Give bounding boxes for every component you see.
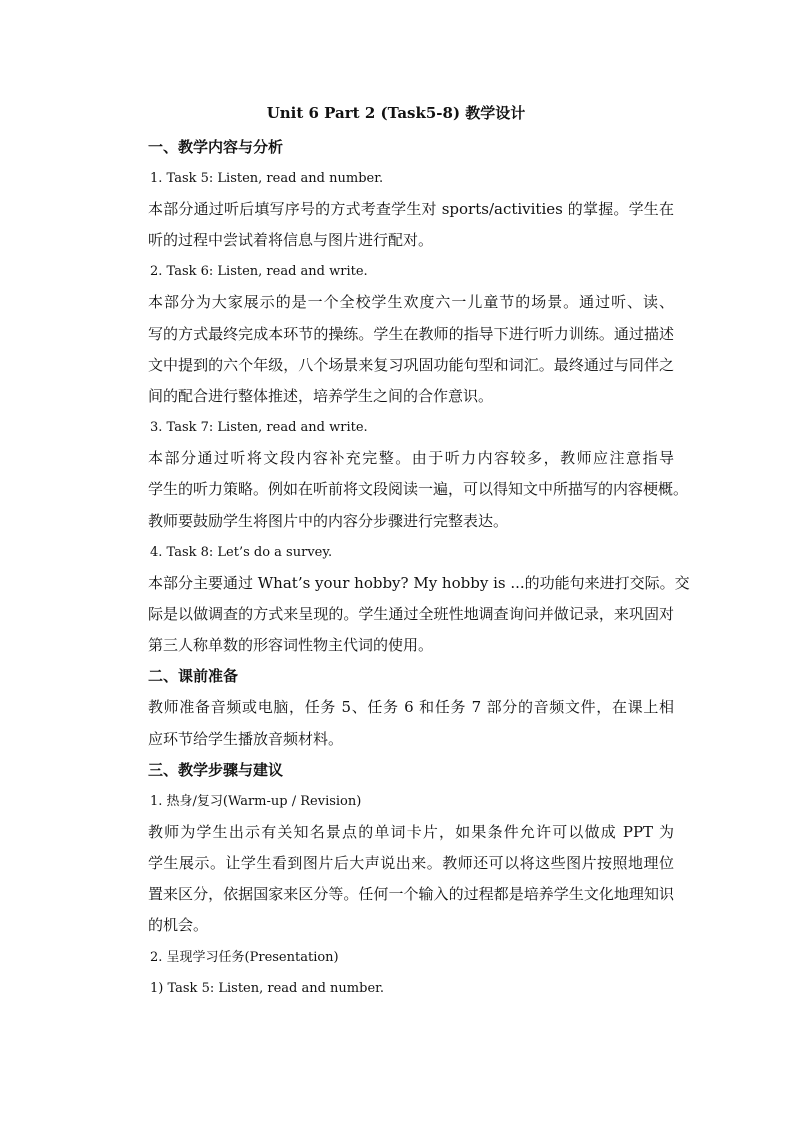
section-heading: 一、教学内容与分析 [148,138,284,156]
paragraph-line: 本部分主要通过 What’s your hobby? My hobby is ...的功能句来进打交际。交 [148,573,690,592]
paragraph-line: 际是以做调查的方式来呈现的。学生通过全班性地调查询问并做记录，来巩固对 [148,605,674,624]
paragraph-line: 本部分通过听将文段内容补充完整。由于听力内容较多，教师应注意指导 [148,449,674,468]
paragraph [118,443,689,537]
subsection-title: 1) Task 5: Listen, read and number. [150,980,385,996]
paragraph-line: 本部分为大家展示的是一个全校学生欢度六一儿童节的场景。通过听、读、 [148,293,674,312]
subsection-title: 3. Task 7: Listen, read and write. [150,420,368,436]
paragraph [118,692,674,754]
subsection-title: 1. Task 5: Listen, read and number. [150,171,384,186]
paragraph-line: 写的方式最终完成本环节的操练。学生在教师的指导下进行听力训练。通过描述 [148,324,674,343]
subsection-title: 2. 呈现学习任务(Presentation) [150,949,339,965]
section-heading: 二、课前准备 [148,667,239,686]
paragraph-line: 间的配合进行整体推述，培养学生之间的合作意识。 [148,387,494,406]
subsection-title: 2. Task 6: Listen, read and write. [150,264,368,280]
paragraph-line: 的机会。 [148,916,209,935]
paragraph-line: 应环节给学生播放音频材料。 [148,729,344,748]
subsection-title: 4. Task 8: Let’s do a survey. [150,544,333,560]
paragraph-line: 文中提到的六个年级，八个场景来复习巩固功能句型和词汇。最终通过与同伴之 [148,355,674,374]
paragraph-line: 学生的听力策略。例如在听前将文段阅读一遍，可以得知文中所描写的内容梗概。 [148,480,689,499]
document-title: Unit 6 Part 2 (Task5-8) 教学设计 [266,104,526,122]
paragraph [118,287,674,412]
paragraph-line: 第三人称单数的形容词性物主代词的使用。 [148,636,434,655]
paragraph-line: 听的过程中尝试着将信息与图片进行配对。 [148,231,434,250]
document-page [118,102,690,1004]
paragraph-line: 教师准备音频或电脑，任务 5、任务 6 和任务 7 部分的音频文件，在课上相 [148,698,674,717]
paragraph-line: 教师为学生出示有关知名景点的单词卡片，如果条件允许可以做成 PPT 为 [148,822,674,841]
section-heading: 三、教学步骤与建议 [148,760,284,779]
document-body [118,132,690,1004]
paragraph [118,194,674,256]
paragraph-line: 学生展示。让学生看到图片后大声说出来。教师还可以将这些图片按照地理位 [148,854,674,873]
paragraph [118,568,690,662]
paragraph-line: 置来区分，依据国家来区分等。任何一个输入的过程都是培养学生文化地理知识 [148,885,674,904]
paragraph [118,817,674,942]
paragraph-line: 教师要鼓励学生将图片中的内容分步骤进行完整表达。 [148,511,509,530]
paragraph-line: 本部分通过听后填写序号的方式考查学生对 sports/activities 的掌握。学生在 [148,200,674,218]
subsection-title: 1. 热身/复习(Warm-up / Revision) [150,793,362,809]
